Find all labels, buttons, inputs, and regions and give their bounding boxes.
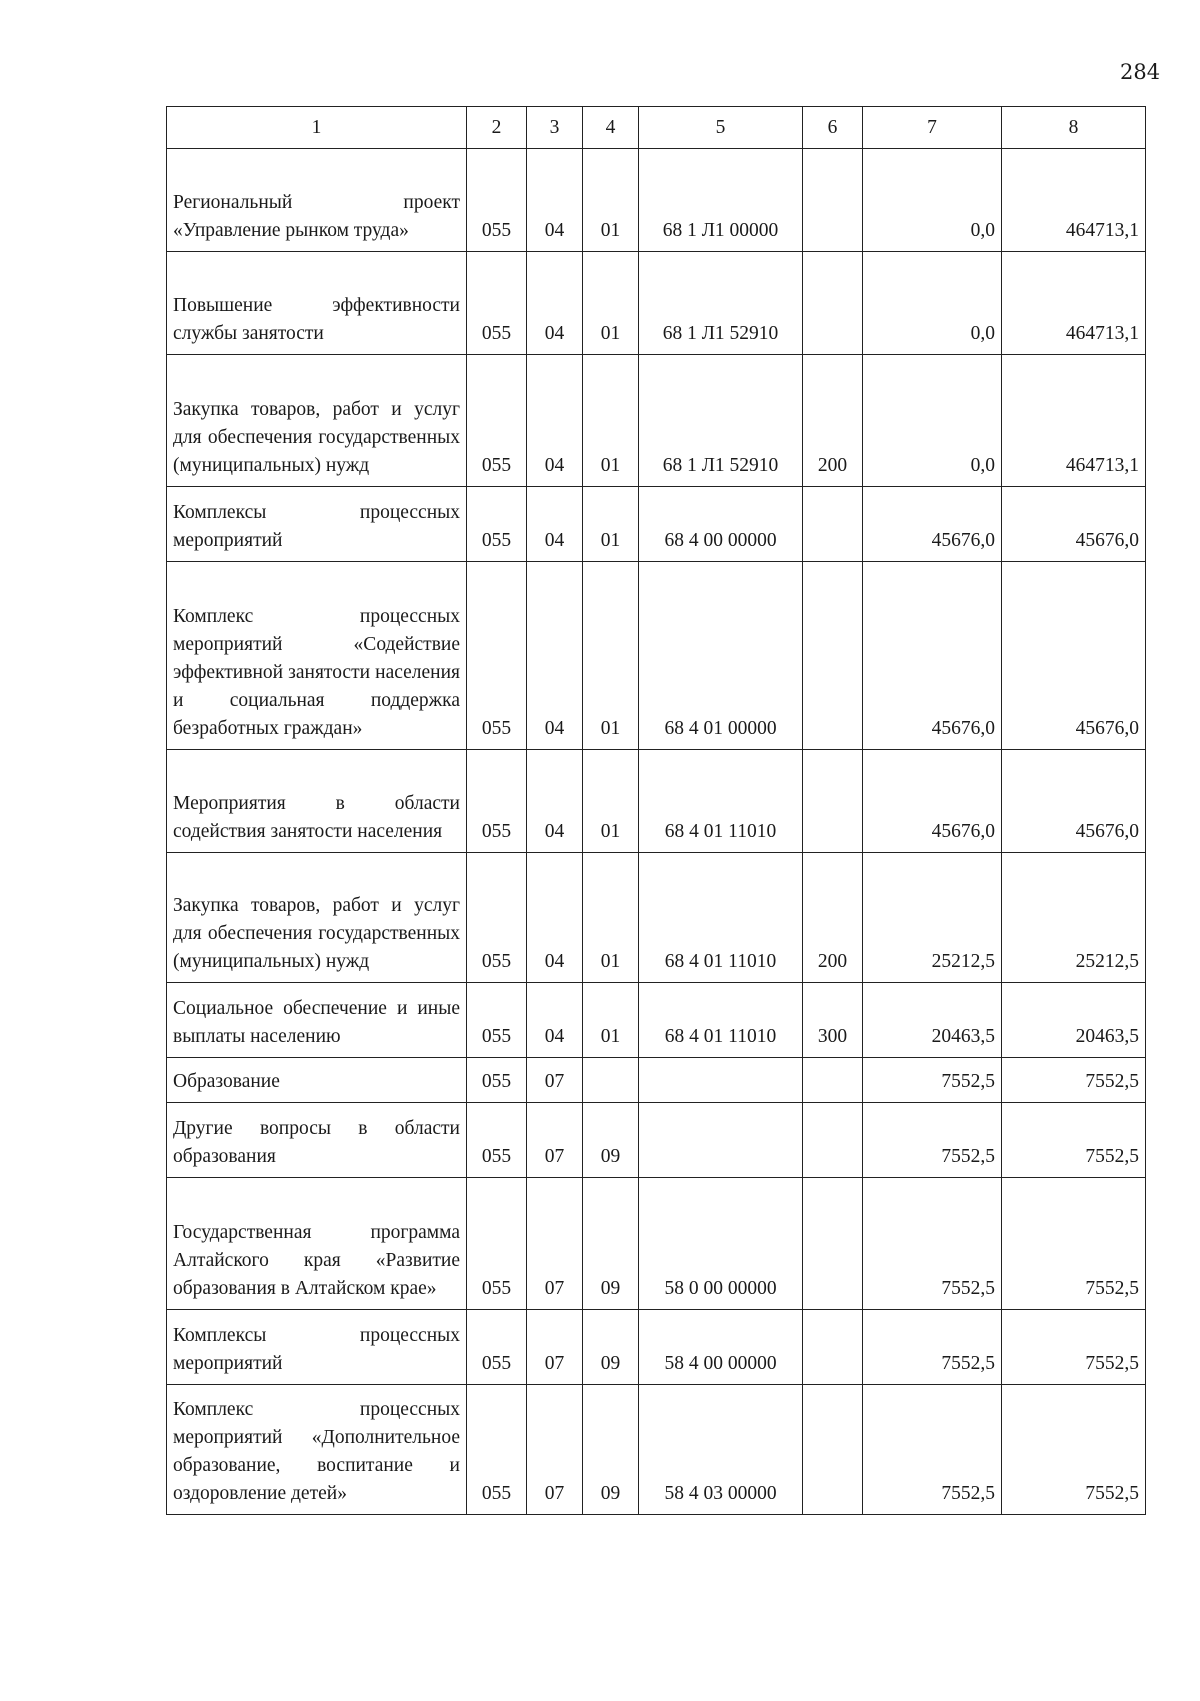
cell-section: 04 [527, 355, 583, 487]
table-row [167, 487, 1146, 562]
cell-section: 04 [527, 983, 583, 1058]
cell-amount-7: 25212,5 [863, 853, 1002, 983]
cell-amount-8: 7552,5 [1002, 1058, 1146, 1103]
cell-target-article: 68 1 Л1 00000 [639, 149, 803, 252]
cell-target-article: 68 4 01 11010 [639, 750, 803, 853]
cell-amount-7: 7552,5 [863, 1385, 1002, 1515]
cell-expense-type: 300 [803, 983, 863, 1058]
table-row [167, 1385, 1146, 1515]
row-name: Комплексы процессных мероприятий [167, 1310, 467, 1385]
cell-subsection: 01 [583, 750, 639, 853]
cell-expense-type [803, 1058, 863, 1103]
cell-section: 07 [527, 1310, 583, 1385]
table-row [167, 983, 1146, 1058]
column-header: 6 [803, 107, 863, 149]
row-name: Региональный проект «Управление рынком труда» [167, 149, 467, 252]
cell-target-article: 68 4 01 11010 [639, 853, 803, 983]
cell-expense-type [803, 1385, 863, 1515]
cell-subsection: 01 [583, 487, 639, 562]
cell-expense-type [803, 1178, 863, 1310]
cell-amount-8: 464713,1 [1002, 252, 1146, 355]
cell-expense-type [803, 562, 863, 750]
column-header: 7 [863, 107, 1002, 149]
cell-amount-7: 45676,0 [863, 562, 1002, 750]
cell-target-article [639, 1058, 803, 1103]
cell-ministry-code: 055 [467, 562, 527, 750]
cell-ministry-code: 055 [467, 355, 527, 487]
cell-ministry-code: 055 [467, 252, 527, 355]
cell-section: 04 [527, 252, 583, 355]
cell-subsection: 01 [583, 149, 639, 252]
cell-amount-8: 7552,5 [1002, 1310, 1146, 1385]
cell-expense-type [803, 1310, 863, 1385]
cell-subsection [583, 1058, 639, 1103]
cell-ministry-code: 055 [467, 1058, 527, 1103]
column-header: 3 [527, 107, 583, 149]
cell-expense-type [803, 487, 863, 562]
cell-target-article: 68 4 00 00000 [639, 487, 803, 562]
cell-ministry-code: 055 [467, 750, 527, 853]
cell-target-article: 58 4 03 00000 [639, 1385, 803, 1515]
row-name: Повышение эффективности службы занятости [167, 252, 467, 355]
cell-section: 04 [527, 562, 583, 750]
cell-section: 07 [527, 1178, 583, 1310]
cell-amount-7: 0,0 [863, 355, 1002, 487]
table-row [167, 1310, 1146, 1385]
cell-ministry-code: 055 [467, 487, 527, 562]
cell-target-article: 58 4 00 00000 [639, 1310, 803, 1385]
cell-target-article: 58 0 00 00000 [639, 1178, 803, 1310]
cell-target-article: 68 1 Л1 52910 [639, 252, 803, 355]
column-header: 5 [639, 107, 803, 149]
cell-section: 04 [527, 149, 583, 252]
cell-amount-8: 45676,0 [1002, 562, 1146, 750]
cell-amount-8: 464713,1 [1002, 355, 1146, 487]
row-name: Закупка товаров, работ и услуг для обеспечения государственных (муниципальных) нужд [167, 853, 467, 983]
cell-subsection: 01 [583, 983, 639, 1058]
column-header: 4 [583, 107, 639, 149]
row-name: Комплексы процессных мероприятий [167, 487, 467, 562]
cell-subsection: 09 [583, 1310, 639, 1385]
cell-target-article: 68 4 01 11010 [639, 983, 803, 1058]
cell-target-article: 68 4 01 00000 [639, 562, 803, 750]
cell-subsection: 09 [583, 1103, 639, 1178]
cell-amount-8: 25212,5 [1002, 853, 1146, 983]
row-name: Социальное обеспечение и иные выплаты населению [167, 983, 467, 1058]
table-row [167, 750, 1146, 853]
cell-amount-7: 7552,5 [863, 1310, 1002, 1385]
cell-amount-7: 45676,0 [863, 487, 1002, 562]
cell-expense-type [803, 1103, 863, 1178]
row-name: Образование [167, 1058, 467, 1103]
cell-amount-8: 7552,5 [1002, 1385, 1146, 1515]
cell-amount-7: 7552,5 [863, 1103, 1002, 1178]
cell-subsection: 01 [583, 853, 639, 983]
cell-expense-type [803, 149, 863, 252]
cell-ministry-code: 055 [467, 149, 527, 252]
cell-subsection: 01 [583, 355, 639, 487]
cell-section: 04 [527, 853, 583, 983]
column-header: 8 [1002, 107, 1146, 149]
table-row [167, 149, 1146, 252]
cell-expense-type: 200 [803, 355, 863, 487]
table-row [167, 562, 1146, 750]
cell-expense-type: 200 [803, 853, 863, 983]
row-name: Комплекс процессных мероприятий «Содействие эффективной занятости населения и социальная поддержка безработных граждан» [167, 562, 467, 750]
cell-amount-7: 7552,5 [863, 1178, 1002, 1310]
cell-amount-7: 45676,0 [863, 750, 1002, 853]
table-row [167, 1178, 1146, 1310]
column-header: 1 [167, 107, 467, 149]
cell-subsection: 09 [583, 1178, 639, 1310]
cell-subsection: 09 [583, 1385, 639, 1515]
table-row [167, 1058, 1146, 1103]
cell-amount-8: 7552,5 [1002, 1103, 1146, 1178]
cell-amount-7: 0,0 [863, 149, 1002, 252]
table-row [167, 1103, 1146, 1178]
cell-expense-type [803, 750, 863, 853]
cell-target-article [639, 1103, 803, 1178]
cell-amount-8: 45676,0 [1002, 750, 1146, 853]
row-name: Другие вопросы в области образования [167, 1103, 467, 1178]
table-header-row [167, 107, 1146, 149]
cell-amount-7: 0,0 [863, 252, 1002, 355]
cell-subsection: 01 [583, 252, 639, 355]
cell-ministry-code: 055 [467, 1385, 527, 1515]
cell-amount-8: 464713,1 [1002, 149, 1146, 252]
cell-amount-8: 7552,5 [1002, 1178, 1146, 1310]
row-name: Закупка товаров, работ и услуг для обеспечения государственных (муниципальных) нужд [167, 355, 467, 487]
cell-ministry-code: 055 [467, 1310, 527, 1385]
cell-ministry-code: 055 [467, 1178, 527, 1310]
cell-amount-7: 7552,5 [863, 1058, 1002, 1103]
cell-ministry-code: 055 [467, 1103, 527, 1178]
cell-target-article: 68 1 Л1 52910 [639, 355, 803, 487]
cell-amount-7: 20463,5 [863, 983, 1002, 1058]
cell-section: 04 [527, 487, 583, 562]
budget-table [166, 106, 1146, 1515]
page-number: 284 [1120, 60, 1161, 84]
table-row [167, 252, 1146, 355]
row-name: Мероприятия в области содействия занятости населения [167, 750, 467, 853]
cell-subsection: 01 [583, 562, 639, 750]
cell-ministry-code: 055 [467, 983, 527, 1058]
cell-amount-8: 45676,0 [1002, 487, 1146, 562]
cell-section: 04 [527, 750, 583, 853]
cell-section: 07 [527, 1058, 583, 1103]
cell-section: 07 [527, 1385, 583, 1515]
row-name: Комплекс процессных мероприятий «Дополнительное образование, воспитание и оздоровление детей» [167, 1385, 467, 1515]
column-header: 2 [467, 107, 527, 149]
cell-ministry-code: 055 [467, 853, 527, 983]
table-row [167, 355, 1146, 487]
cell-amount-8: 20463,5 [1002, 983, 1146, 1058]
cell-section: 07 [527, 1103, 583, 1178]
table-row [167, 853, 1146, 983]
row-name: Государственная программа Алтайского края «Развитие образования в Алтайском крае» [167, 1178, 467, 1310]
cell-expense-type [803, 252, 863, 355]
